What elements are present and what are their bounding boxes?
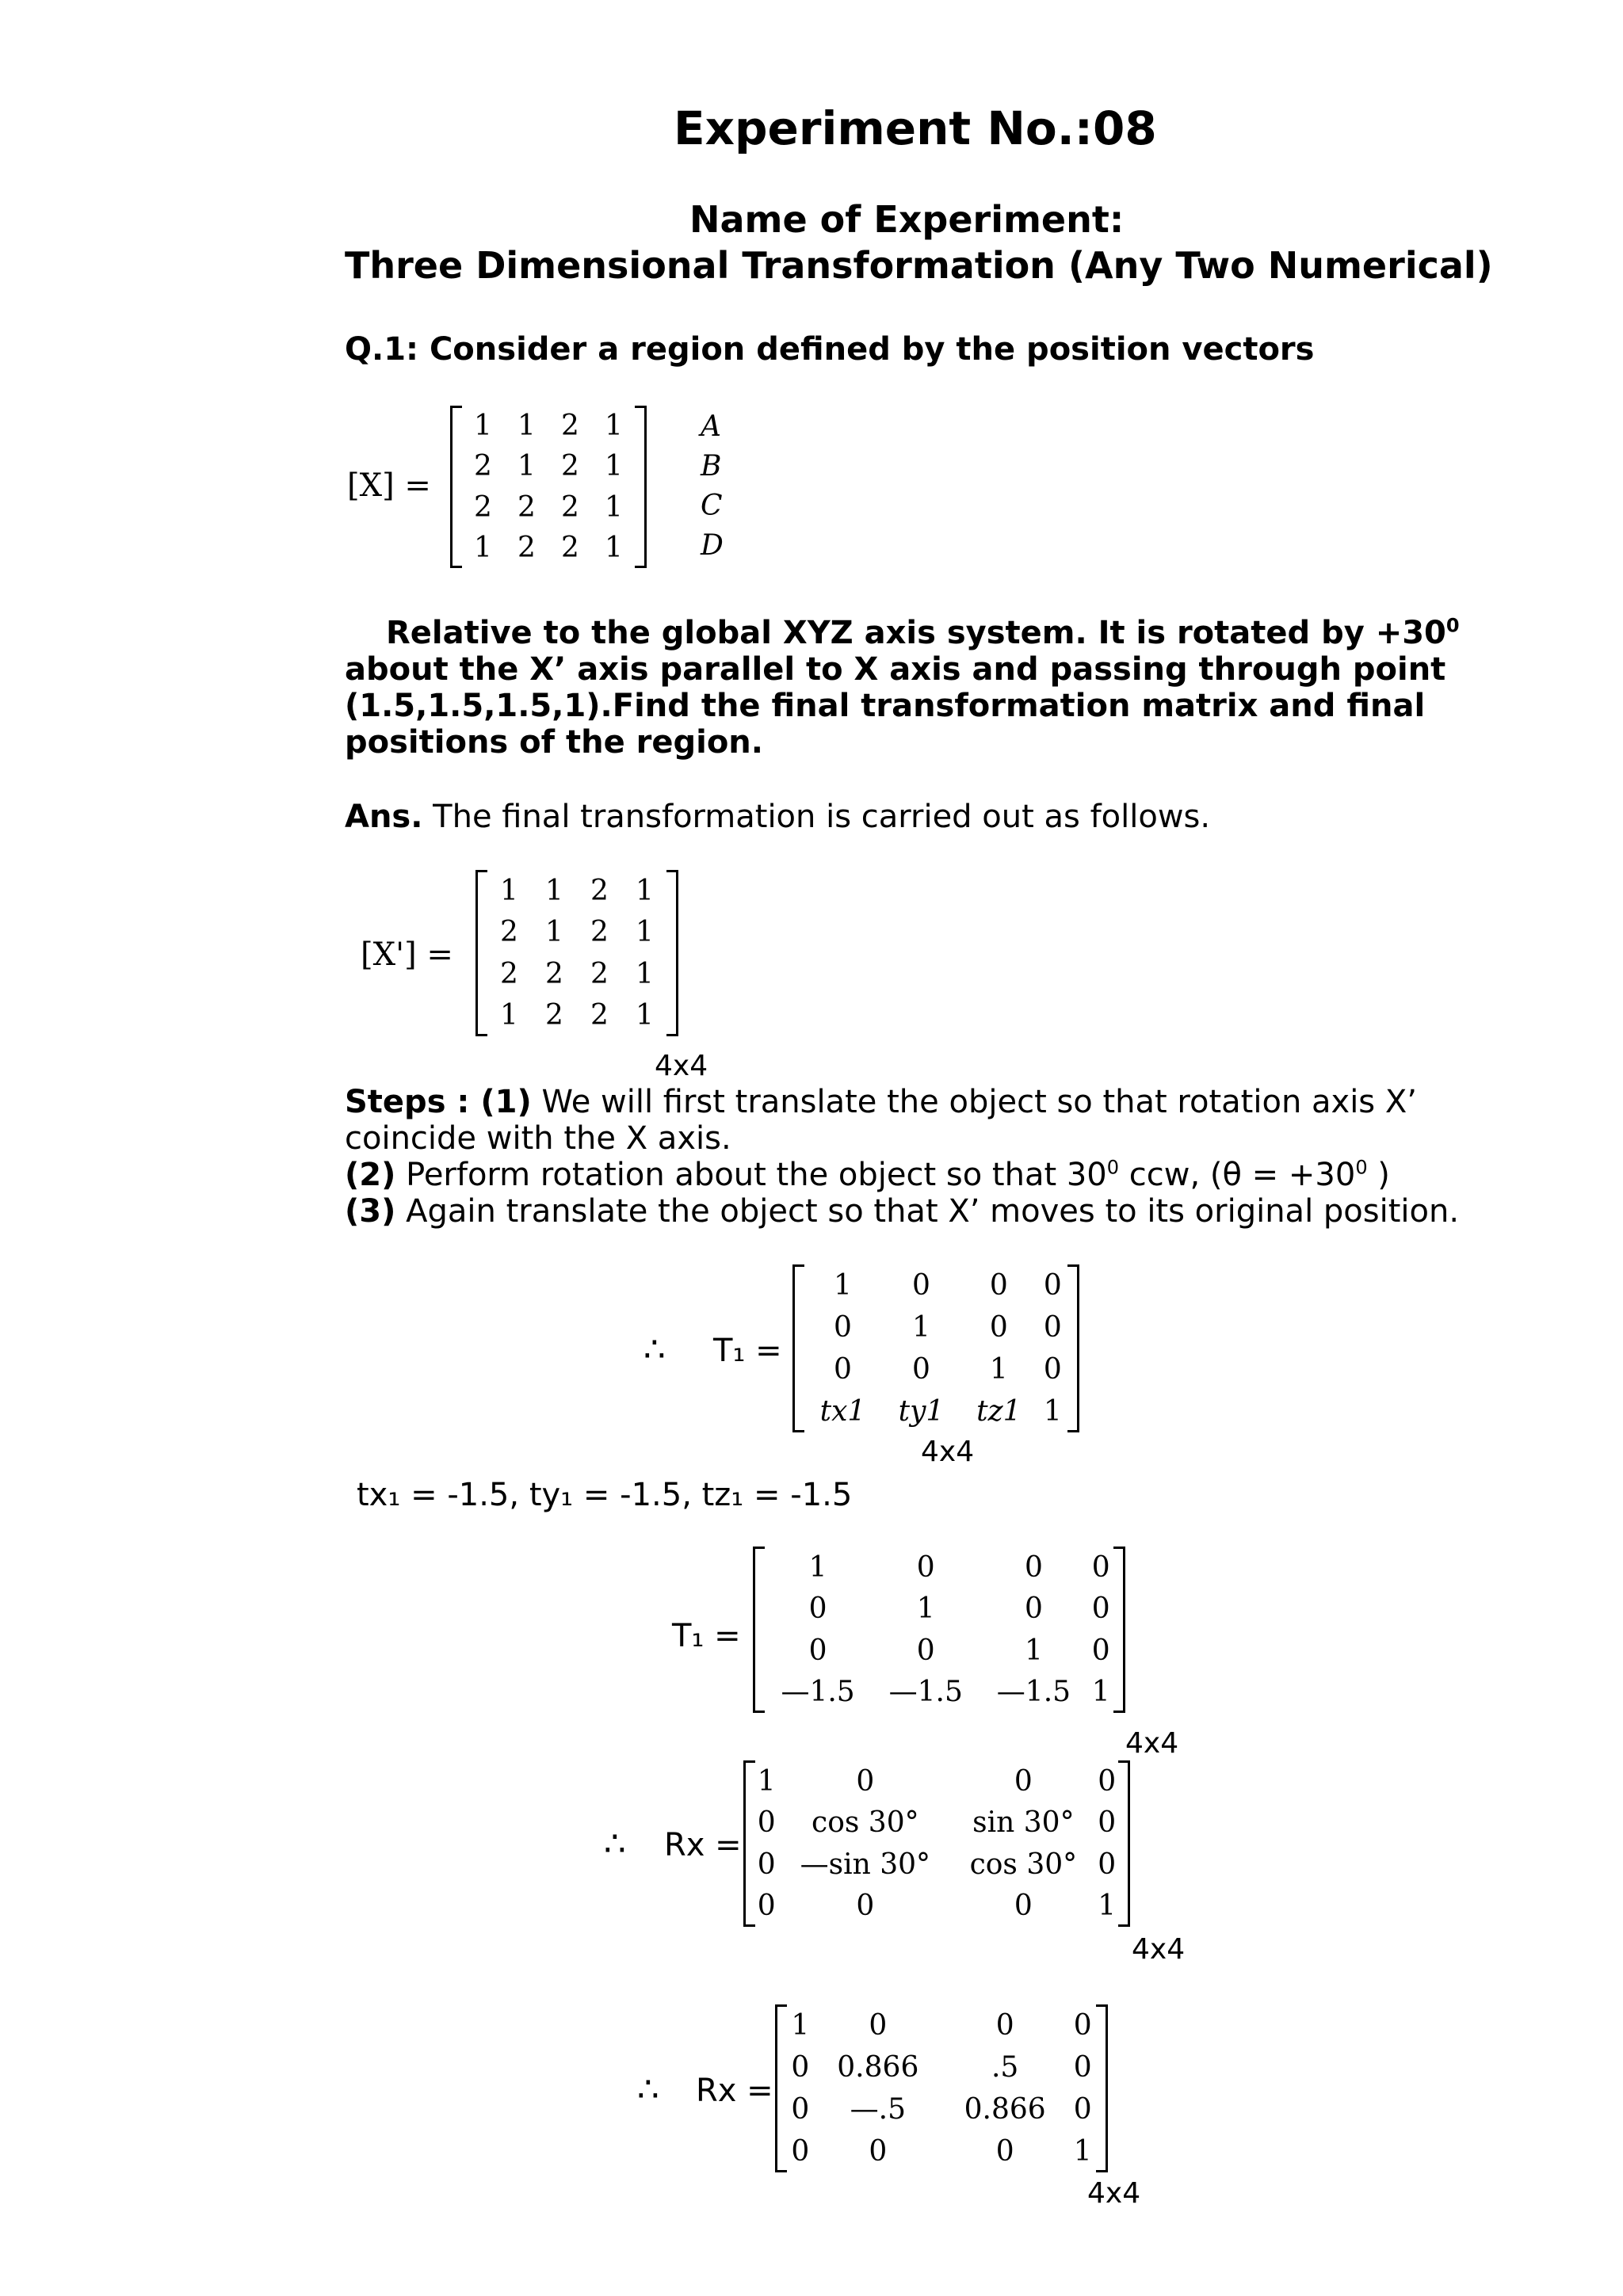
matrix-cell: 1 <box>636 874 654 907</box>
matrix-cell: .5 <box>991 2051 1019 2084</box>
matrix-cell: 0 <box>1091 1634 1110 1667</box>
matrix-cell: 0 <box>834 1353 852 1386</box>
matrix-cell: 2 <box>545 999 563 1032</box>
matrix-cell: —sin 30° <box>800 1848 931 1881</box>
matrix-cell: 0 <box>808 1634 827 1667</box>
point-label-b: B <box>701 450 722 482</box>
matrix-cell: cos 30° <box>969 1848 1078 1881</box>
point-label-c: C <box>701 490 723 522</box>
matrix-cell: 1 <box>517 410 536 443</box>
step-2-text-b: ccw, (θ = +30 <box>1119 1157 1356 1193</box>
matrix-cell: 0 <box>916 1634 935 1667</box>
matrix-cell: sin 30° <box>972 1806 1075 1840</box>
matrix-cell: 1 <box>545 874 563 907</box>
matrix-cell: 2 <box>561 410 579 443</box>
matrix-row <box>786 2004 1097 2046</box>
step-2-text-c: ) <box>1367 1157 1390 1193</box>
matrix-cell: 1 <box>1043 1395 1062 1428</box>
matrix-cell: 1 <box>474 531 492 564</box>
matrix-cell: 2 <box>590 999 609 1032</box>
answer-label: Ans. <box>345 799 423 835</box>
matrix-row <box>764 1589 1114 1630</box>
matrix-cell: 1 <box>1073 2135 1092 2168</box>
statement-rest: about the X’ axis parallel to X axis and passing through point (1.5,1.5,1.5,1).Find the final transformation matrix and final positions of the region. <box>345 651 1446 761</box>
xprime-dimension: 4x4 <box>655 1050 708 1082</box>
matrix-cell: 1 <box>605 410 623 443</box>
matrix-cell: 0 <box>757 1848 776 1881</box>
matrix-row <box>754 1802 1119 1844</box>
t1-general-matrix <box>792 1264 1079 1432</box>
matrix-cell: 0 <box>995 2135 1014 2168</box>
matrix-row <box>461 487 636 528</box>
rx-general-label: Rx = <box>664 1827 742 1863</box>
x-matrix <box>450 406 647 568</box>
matrix-cell: —1.5 <box>996 1676 1071 1709</box>
matrix-row <box>461 406 636 446</box>
step-3 <box>345 1193 1459 1230</box>
matrix-cell: 1 <box>605 450 623 483</box>
therefore-symbol-3: ∴ <box>637 2069 659 2110</box>
x-matrix-label: [X] = <box>347 467 431 504</box>
matrix-cell: 0 <box>834 1311 852 1344</box>
matrix-cell: 1 <box>636 957 654 990</box>
matrix-cell: 2 <box>500 957 518 990</box>
therefore-symbol-1: ∴ <box>643 1329 666 1370</box>
matrix-row <box>786 2046 1097 2088</box>
rx-general-table <box>754 1760 1119 1927</box>
matrix-row <box>764 1672 1114 1714</box>
step-2-sup-2: 0 <box>1355 1156 1368 1179</box>
matrix-cell: 2 <box>590 957 609 990</box>
matrix-cell: 0 <box>989 1269 1008 1302</box>
t1-general-dimension: 4x4 <box>921 1436 975 1468</box>
steps-label: Steps : <box>345 1084 481 1120</box>
x-matrix-table <box>461 406 636 568</box>
matrix-row <box>461 446 636 486</box>
matrix-cell: —1.5 <box>781 1676 855 1709</box>
matrix-cell: 1 <box>636 999 654 1032</box>
matrix-cell: 0 <box>869 2135 888 2168</box>
matrix-cell: 0 <box>757 1806 776 1840</box>
matrix-cell: —1.5 <box>888 1676 963 1709</box>
matrix-cell: 0 <box>912 1353 930 1386</box>
step-2-sup-1: 0 <box>1106 1156 1120 1179</box>
matrix-cell: 0 <box>1043 1269 1062 1302</box>
matrix-cell: 2 <box>590 874 609 907</box>
matrix-cell: tz1 <box>976 1395 1022 1428</box>
matrix-row <box>487 870 667 912</box>
matrix-cell: 0 <box>989 1311 1008 1344</box>
matrix-cell: 1 <box>757 1764 776 1798</box>
matrix-row <box>754 1886 1119 1928</box>
step-2 <box>345 1157 1390 1193</box>
matrix-cell: 2 <box>561 450 579 483</box>
matrix-row <box>804 1264 1068 1306</box>
rx-general-dimension: 4x4 <box>1132 1933 1186 1966</box>
matrix-cell: 1 <box>545 916 563 949</box>
matrix-cell: 2 <box>561 531 579 564</box>
matrix-cell: 0 <box>791 2093 810 2126</box>
experiment-name-value: Three Dimensional Transformation (Any Two Numerical) <box>345 244 1493 287</box>
matrix-cell: 0 <box>757 1890 776 1923</box>
matrix-cell: 0 <box>791 2051 810 2084</box>
rx-numeric-label: Rx = <box>696 2073 773 2109</box>
matrix-cell: 0 <box>995 2009 1014 2042</box>
matrix-row <box>804 1306 1068 1348</box>
matrix-cell: 0 <box>1073 2009 1092 2042</box>
matrix-row <box>461 528 636 568</box>
matrix-cell: 1 <box>474 410 492 443</box>
matrix-cell: 2 <box>517 531 536 564</box>
t1-numeric-table <box>764 1547 1114 1713</box>
matrix-cell: 0 <box>1014 1764 1033 1798</box>
matrix-cell: 2 <box>545 957 563 990</box>
matrix-cell: 1 <box>1091 1676 1110 1709</box>
matrix-cell: 1 <box>1024 1634 1043 1667</box>
t1-general-table <box>804 1264 1068 1432</box>
matrix-cell: 2 <box>474 450 492 483</box>
xprime-matrix-table <box>487 870 667 1036</box>
matrix-cell: tx1 <box>819 1395 866 1428</box>
matrix-cell: 0.866 <box>837 2051 919 2084</box>
matrix-cell: 1 <box>605 490 623 524</box>
experiment-name-label: Name of Experiment: <box>689 198 1125 241</box>
matrix-cell: 0.866 <box>964 2093 1046 2126</box>
xprime-matrix-label: [X'] = <box>361 936 453 973</box>
matrix-row <box>804 1348 1068 1390</box>
matrix-row <box>754 1760 1119 1802</box>
matrix-cell: 1 <box>912 1311 930 1344</box>
matrix-cell: 1 <box>791 2009 810 2042</box>
matrix-cell: 1 <box>605 531 623 564</box>
question-heading: Q.1: Consider a region defined by the position vectors <box>345 331 1315 368</box>
matrix-cell: 0 <box>1098 1848 1117 1881</box>
step-1-text: We will first translate the object so that rotation axis X’ coincide with the X axis. <box>345 1084 1417 1157</box>
matrix-cell: 1 <box>636 916 654 949</box>
matrix-cell: 0 <box>856 1764 875 1798</box>
step-2-text-a: Perform rotation about the object so that 30 <box>395 1157 1107 1193</box>
matrix-cell: 1 <box>1098 1890 1117 1923</box>
matrix-cell: 0 <box>869 2009 888 2042</box>
matrix-cell: 0 <box>1043 1311 1062 1344</box>
step-1-number: (1) <box>480 1084 532 1120</box>
t1-general-label: T₁ = <box>713 1333 782 1369</box>
matrix-cell: 0 <box>791 2135 810 2168</box>
step-3-number: (3) <box>345 1193 396 1230</box>
matrix-cell: 0 <box>916 1550 935 1584</box>
matrix-cell: 0 <box>1014 1890 1033 1923</box>
matrix-row <box>804 1390 1068 1432</box>
matrix-cell: 1 <box>517 450 536 483</box>
matrix-cell: 2 <box>517 490 536 524</box>
matrix-cell: 0 <box>1098 1764 1117 1798</box>
matrix-cell: 0 <box>808 1592 827 1626</box>
statement-prefix: Relative to the global XYZ axis system. It is rotated by +30 <box>386 615 1446 651</box>
matrix-cell: 1 <box>989 1353 1008 1386</box>
matrix-cell: 2 <box>590 916 609 949</box>
matrix-cell: 0 <box>1091 1550 1110 1584</box>
matrix-cell: 2 <box>561 490 579 524</box>
matrix-cell: 1 <box>834 1269 852 1302</box>
statement-superscript: 0 <box>1445 614 1460 637</box>
matrix-cell: 0 <box>1098 1806 1117 1840</box>
matrix-cell: 0 <box>1024 1550 1043 1584</box>
matrix-row <box>786 2088 1097 2130</box>
matrix-row <box>764 1630 1114 1672</box>
rx-numeric-table <box>786 2004 1097 2172</box>
matrix-cell: 0 <box>1073 2051 1092 2084</box>
point-label-d: D <box>701 529 724 562</box>
matrix-cell: 0 <box>912 1269 930 1302</box>
therefore-symbol-2: ∴ <box>604 1824 626 1864</box>
matrix-cell: 0 <box>1043 1353 1062 1386</box>
xprime-matrix <box>475 870 678 1036</box>
matrix-cell: 0 <box>1091 1592 1110 1626</box>
page-title: Experiment No.:08 <box>674 101 1157 155</box>
matrix-cell: 1 <box>500 874 518 907</box>
matrix-cell: 1 <box>808 1550 827 1584</box>
question-statement <box>345 615 1470 761</box>
translation-values: tx₁ = -1.5, ty₁ = -1.5, tz₁ = -1.5 <box>357 1477 853 1513</box>
matrix-row <box>764 1547 1114 1589</box>
t1-numeric-matrix <box>753 1547 1125 1713</box>
rx-numeric-dimension: 4x4 <box>1087 2177 1141 2210</box>
answer-text: The final transformation is carried out as follows. <box>422 799 1211 835</box>
matrix-row <box>487 995 667 1037</box>
rx-general-matrix <box>743 1760 1130 1927</box>
matrix-cell: 1 <box>916 1592 935 1626</box>
point-labels <box>701 407 724 566</box>
step-2-number: (2) <box>345 1157 396 1193</box>
matrix-row <box>754 1844 1119 1886</box>
matrix-cell: 0 <box>856 1890 875 1923</box>
matrix-cell: 0 <box>1024 1592 1043 1626</box>
matrix-row <box>786 2130 1097 2172</box>
matrix-cell: cos 30° <box>812 1806 919 1840</box>
matrix-cell: ty1 <box>898 1395 945 1428</box>
matrix-cell: 2 <box>500 916 518 949</box>
point-label-a: A <box>701 410 721 443</box>
rx-numeric-matrix <box>775 2004 1108 2172</box>
matrix-cell: 0 <box>1073 2093 1092 2126</box>
matrix-row <box>487 953 667 995</box>
matrix-row <box>487 912 667 954</box>
step-1 <box>345 1084 1486 1157</box>
matrix-cell: 1 <box>500 999 518 1032</box>
t1-numeric-label: T₁ = <box>672 1618 741 1654</box>
answer-intro <box>345 799 1210 835</box>
t1-numeric-dimension: 4x4 <box>1125 1727 1179 1760</box>
step-3-text: Again translate the object so that X’ moves to its original position. <box>395 1193 1460 1230</box>
matrix-cell: —.5 <box>850 2093 906 2126</box>
matrix-cell: 2 <box>474 490 492 524</box>
